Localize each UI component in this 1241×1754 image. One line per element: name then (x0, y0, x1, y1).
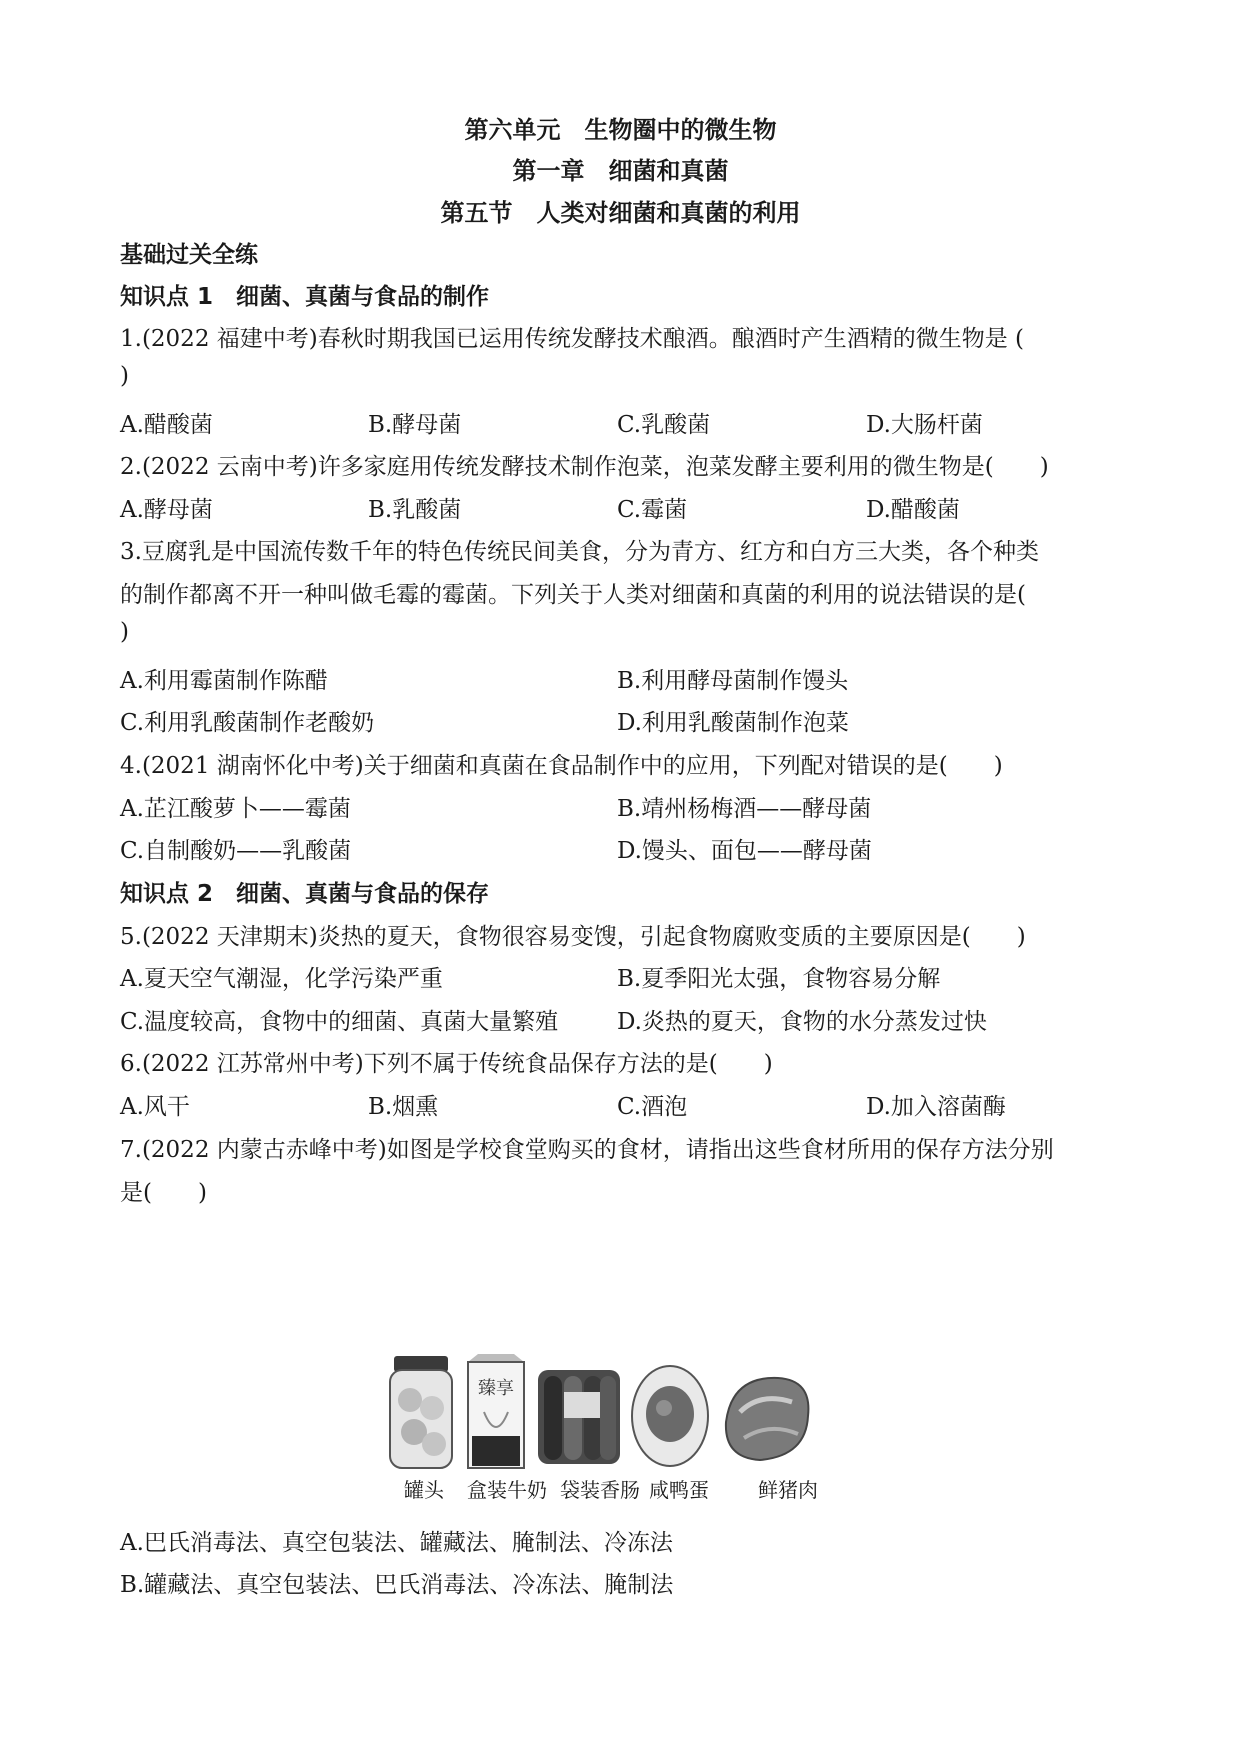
q5-option-b: B.夏季阳光太强，食物容易分解 (617, 966, 941, 992)
q2-option-a: A.酵母菌 (120, 497, 213, 523)
q1-stem: 1.(2022 福建中考)春秋时期我国已运用传统发酵技术酿酒。酿酒时产生酒精的微生物是 ( (120, 326, 1025, 352)
q6-option-d: D.加入溶菌酶 (866, 1094, 1006, 1120)
q3-stem-end: ) (120, 619, 129, 645)
caption-canned-food: 罐头 (404, 1478, 444, 1502)
caption-bagged-sausage: 袋装香肠 (560, 1478, 640, 1502)
q6-option-b: B.烟熏 (368, 1094, 439, 1120)
q1-option-a: A.醋酸菌 (120, 412, 213, 438)
milk-box-brand: 臻享 (478, 1378, 514, 1399)
q1-option-d: D.大肠杆菌 (866, 412, 983, 438)
q5-stem: 5.(2022 天津期末)炎热的夏天，食物很容易变馊，引起食物腐败变质的主要原因是( ) (120, 924, 1026, 950)
q6-stem: 6.(2022 江苏常州中考)下列不属于传统食品保存方法的是( ) (120, 1051, 773, 1077)
q7-option-b: B.罐藏法、真空包装法、巴氏消毒法、冷冻法、腌制法 (120, 1572, 674, 1598)
q7-stem: 7.(2022 内蒙古赤峰中考)如图是学校食堂购买的食材，请指出这些食材所用的保存方法分别 (120, 1137, 1054, 1163)
q3-option-a: A.利用霉菌制作陈醋 (120, 668, 328, 694)
q4-option-d: D.馒头、面包——酵母菌 (617, 838, 872, 864)
q7-option-a: A.巴氏消毒法、真空包装法、罐藏法、腌制法、冷冻法 (120, 1530, 673, 1556)
q2-option-d: D.醋酸菌 (866, 497, 960, 523)
q3-option-b: B.利用酵母菌制作馒头 (617, 668, 849, 694)
chapter-title: 第一章 细菌和真菌 (512, 157, 729, 185)
q3-stem-cont: 的制作都离不开一种叫做毛霉的霉菌。下列关于人类对细菌和真菌的利用的说法错误的是( (120, 582, 1026, 608)
sausage-pack-image (538, 1370, 620, 1464)
caption-boxed-milk: 盒装牛奶 (467, 1478, 547, 1502)
q4-option-a: A.芷江酸萝卜——霉菌 (120, 796, 351, 822)
milk-box-image (468, 1354, 524, 1468)
food-figure (388, 1352, 858, 1470)
q2-option-b: B.乳酸菌 (368, 497, 462, 523)
q4-option-b: B.靖州杨梅酒——酵母菌 (617, 796, 872, 822)
q3-option-d: D.利用乳酸菌制作泡菜 (617, 710, 849, 736)
caption-fresh-pork: 鲜猪肉 (758, 1478, 818, 1502)
q1-stem-cont: ) (120, 363, 129, 389)
unit-title: 第六单元 生物圈中的微生物 (464, 116, 777, 144)
q2-option-c: C.霉菌 (617, 497, 688, 523)
q7-stem-cont: 是( ) (120, 1180, 207, 1206)
q5-option-a: A.夏天空气潮湿，化学污染严重 (120, 966, 443, 992)
q5-option-d: D.炎热的夏天，食物的水分蒸发过快 (617, 1009, 987, 1035)
q6-option-c: C.酒泡 (617, 1094, 688, 1120)
caption-salted-duck-egg: 咸鸭蛋 (649, 1478, 709, 1502)
practice-heading: 基础过关全练 (120, 242, 258, 268)
q3-option-c: C.利用乳酸菌制作老酸奶 (120, 710, 375, 736)
q4-stem: 4.(2021 湖南怀化中考)关于细菌和真菌在食品制作中的应用，下列配对错误的是( ) (120, 753, 1003, 779)
section-title: 第五节 人类对细菌和真菌的利用 (440, 199, 801, 227)
q3-stem: 3.豆腐乳是中国流传数千年的特色传统民间美食，分为青方、红方和白方三大类，各个种类 (120, 539, 1039, 565)
q5-option-c: C.温度较高，食物中的细菌、真菌大量繁殖 (120, 1009, 559, 1035)
salted-duck-egg-image (632, 1366, 708, 1466)
knowledge-point-1-heading: 知识点 1 细菌、真菌与食品的制作 (120, 284, 490, 310)
fresh-pork-image (726, 1378, 809, 1460)
q6-option-a: A.风干 (120, 1094, 190, 1120)
knowledge-point-2-heading: 知识点 2 细菌、真菌与食品的保存 (120, 881, 490, 907)
q2-stem: 2.(2022 云南中考)许多家庭用传统发酵技术制作泡菜，泡菜发酵主要利用的微生物是( ) (120, 454, 1049, 480)
q1-option-c: C.乳酸菌 (617, 412, 711, 438)
q4-option-c: C.自制酸奶——乳酸菌 (120, 838, 352, 864)
canned-food-jar-image (390, 1356, 452, 1468)
q1-option-b: B.酵母菌 (368, 412, 462, 438)
